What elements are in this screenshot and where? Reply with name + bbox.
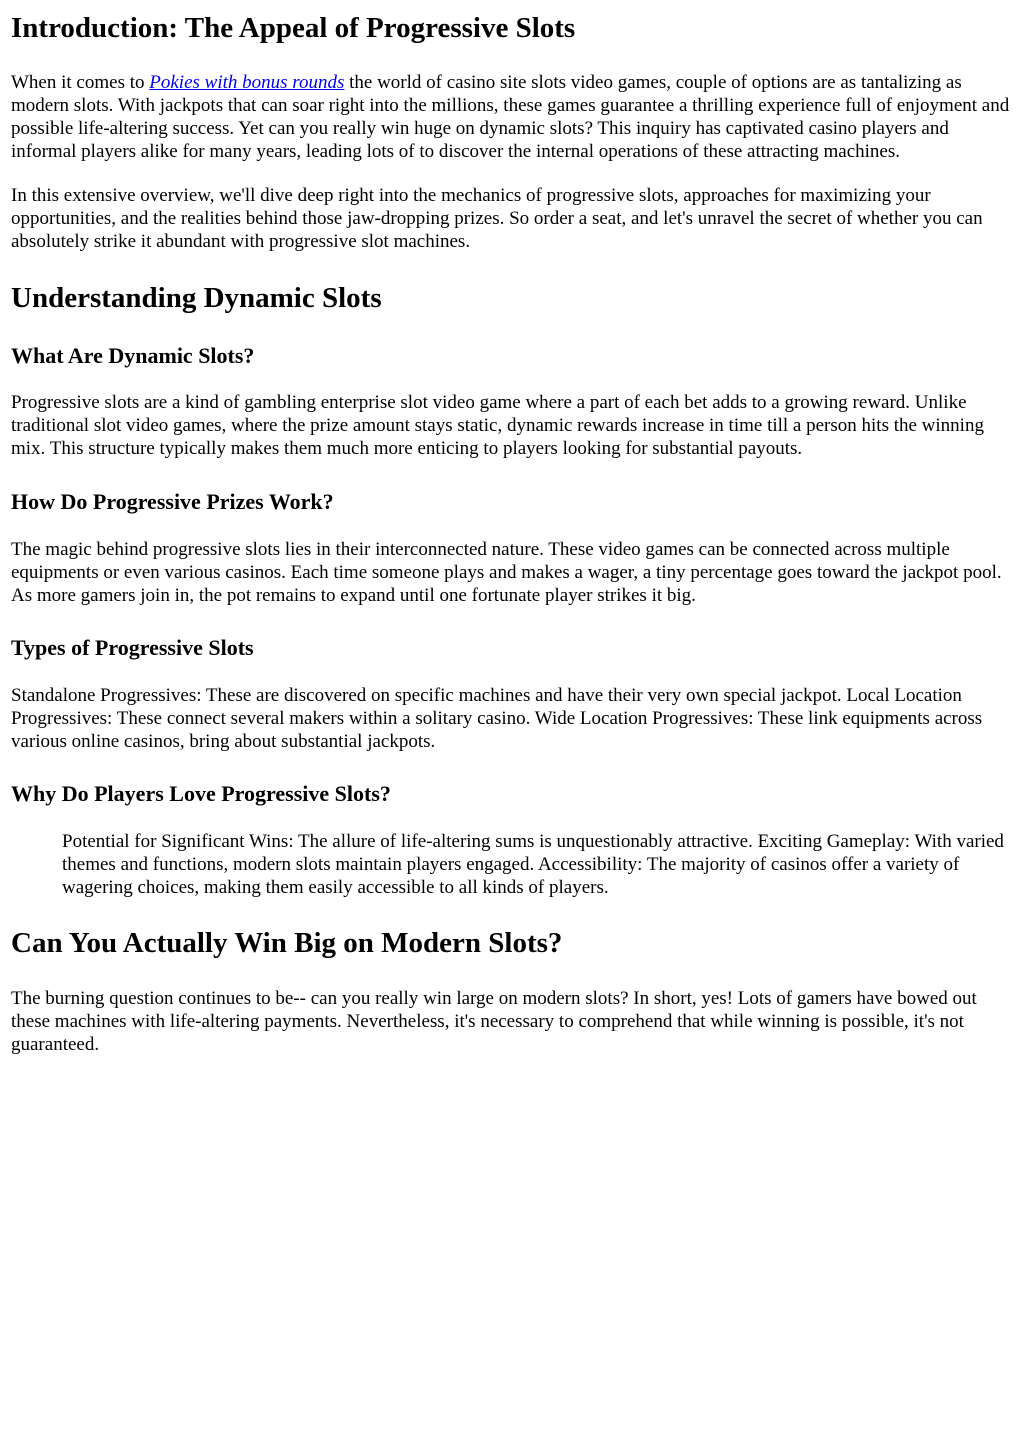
how-work-heading: How Do Progressive Prizes Work? [11,489,334,514]
intro-paragraph-2: In this extensive overview, we'll dive deep right into the mechanics of progressive slots, approaches for maximizing your opportunities, and the realities behind those jaw-dropping prizes. So order a seat, and let's unravel the secret of whether you can absolutely strike it abundant with progressive slot machines. [11,185,983,252]
understanding-heading: Understanding Dynamic Slots [11,282,382,314]
can-win-heading: Can You Actually Win Big on Modern Slots? [11,927,563,959]
intro-heading: Introduction: The Appeal of Progressive Slots [11,12,576,44]
intro-paragraph-1-rest: the world of casino site slots video games, couple of options are as tantalizing as modern slots. With jackpots that can soar right into the millions, these games guarantee a thrilling experience full of enjoyment and possible life-altering success. Yet can you really win huge on dynamic slots? This inquiry has captivated casino players and informal players alike for many years, leading lots of to discover the internal operations of these attracting machines. [11,72,1010,162]
why-love-blockquote: Potential for Significant Wins: The allure of life-altering sums is unquestionably attractive. Exciting Gameplay: With varied themes and functions, modern slots maintain players engaged. Accessibility: The majority of casinos offer a variety of wagering choices, making them easily accessible to all kinds of players. [62,831,1004,898]
types-heading: Types of Progressive Slots [11,635,254,660]
how-work-paragraph: The magic behind progressive slots lies in their interconnected nature. These video games can be connected across multiple equipments or even various casinos. Each time someone plays and makes a wager, a tiny percentage goes toward the jackpot pool. As more gamers join in, the pot remains to expand until one fortunate player strikes it big. [11,539,1002,606]
why-love-heading: Why Do Players Love Progressive Slots? [11,781,391,806]
what-are-paragraph: Progressive slots are a kind of gambling enterprise slot video game where a part of each bet adds to a growing reward. Unlike traditional slot video games, where the prize amount stays static, dynamic rewards increase in time till a person hits the winning mix. This structure typically makes them much more enticing to players looking for substantial payouts. [11,392,984,459]
can-win-paragraph: The burning question continues to be-- can you really win large on modern slots? In short, yes! Lots of gamers have bowed out these machines with life-altering payments. Nevertheless, it's necessary to comprehend that while winning is possible, it's not guaranteed. [11,988,977,1055]
what-are-heading: What Are Dynamic Slots? [11,343,255,368]
types-paragraph: Standalone Progressives: These are discovered on specific machines and have their very own special jackpot. Local Location Progressives: These connect several makers within a solitary casino. Wide Location Progressives: These link equipments across various online casinos, bring about substantial jackpots. [11,685,983,752]
pokies-bonus-rounds-link[interactable]: Pokies with bonus rounds [149,72,345,93]
intro-paragraph-1 [11,71,1014,163]
intro-paragraph-1-lead: When it comes to [11,72,150,93]
